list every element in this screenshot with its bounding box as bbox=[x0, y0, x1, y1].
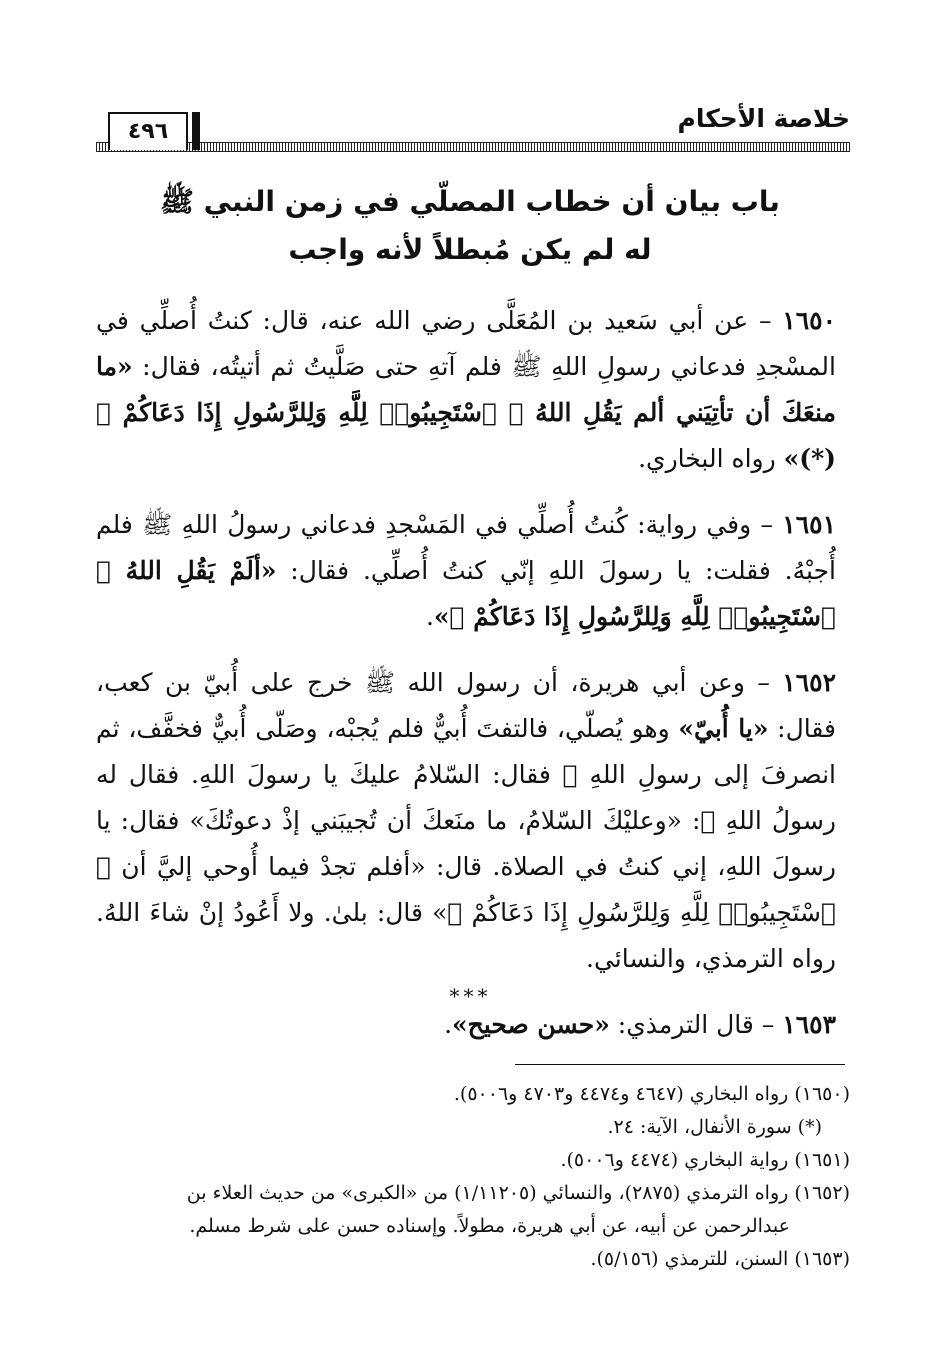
hadith-text: – عن أبي سَعيد بن المُعَلَّى رضي الله عنه، قال: كنتُ أُصلِّي في المسْجدِ فدعاني رسولِ اللهِ ﷺ فلم آتهِ حتى صَلَّيتُ ثم أتيتُه، فقال: bbox=[96, 306, 836, 381]
hadith-text: – وفي رواية: كُنتُ أُصلِّي في المَسْجدِ فدعاني رسولُ اللهِ ﷺ فلم أُجبْهُ. فقلت: يا رسولَ اللهِ إنّي كنتُ أُصلِّي. فقال: bbox=[96, 510, 836, 585]
hadith-speech: «ما منعَكَ أن تأتِيَني ألم يَقُلِ اللهُ ﴿ ٱسْتَجِيبُوا۟ لِلَّهِ وَلِلرَّسُولِ إِذَا دَعَاكُمْ ﴾(*)» bbox=[96, 352, 836, 473]
footnote-1651 bbox=[96, 1144, 850, 1177]
footnote-1652 bbox=[96, 1177, 850, 1210]
chapter-title-line-2: له لم يكن مُبطلاً لأنه واجب bbox=[288, 233, 652, 266]
hadith-text: – قال الترمذي: bbox=[609, 1010, 783, 1039]
hadith-1650 bbox=[96, 298, 836, 482]
hadith-number: ١٦٥٢ bbox=[782, 668, 836, 697]
chapter-heading bbox=[120, 178, 820, 274]
footnote-text: (١٦٥٢) رواه الترمذي (٢٨٧٥)، والنسائي (١/١١٢٠٥) من «الكبرى» من حديث العلاء بن bbox=[186, 1182, 850, 1204]
page-header bbox=[96, 98, 850, 154]
hadith-speech: «يا أُبيّ» bbox=[678, 714, 769, 743]
header-rule bbox=[96, 142, 850, 152]
hadith-text: . bbox=[444, 1010, 453, 1039]
hadith-number: ١٦٥١ bbox=[782, 510, 836, 539]
hadith-1652 bbox=[96, 660, 836, 982]
footnote-text: (*) سورة الأنفال، الآية: ٢٤. bbox=[607, 1116, 822, 1138]
running-title: خلاصة الأحكام bbox=[677, 104, 850, 133]
footnote-1652-continued bbox=[96, 1210, 850, 1243]
footnote-rule bbox=[515, 1064, 845, 1065]
page-number: ٤٩٦ bbox=[108, 112, 188, 150]
hadith-1651 bbox=[96, 502, 836, 640]
footnote-1653 bbox=[96, 1243, 850, 1276]
footnotes bbox=[96, 1078, 850, 1276]
hadith-speech: «ألَمْ يَقُلِ اللهُ ﴿ ٱسْتَجِيبُوا۟ لِلَّهِ وَلِلرَّسُولِ إِذَا دَعَاكُمْ ﴾» bbox=[96, 556, 836, 631]
hadith-1653 bbox=[96, 1002, 836, 1048]
footnote-text: عبدالرحمن عن أبيه، عن أبي هريرة، مطولاً. وإسناده حسن على شرط مسلم. bbox=[189, 1215, 790, 1237]
hadith-number: ١٦٥٣ bbox=[782, 1010, 836, 1039]
body-text bbox=[96, 298, 836, 1068]
hadith-text: . bbox=[425, 602, 434, 631]
page-number-marker bbox=[192, 112, 200, 150]
footnote-text: (١٦٥٣) السنن، للترمذي (٥/١٥٦). bbox=[590, 1248, 850, 1270]
chapter-title-line-1: باب بيان أن خطاب المصلّي في زمن النبي ﷺ bbox=[160, 185, 780, 218]
hadith-text: رواه البخاري. bbox=[638, 444, 784, 473]
hadith-text: وهو يُصلّي، فالتفتَ أُبيٌّ فلم يُجبْه، وصَلّى أُبيٌّ فخفَّف، ثم انصرفَ إلى رسولِ اللهِ ﷺ فقال: السّلامُ عليكَ يا رسولَ اللهِ. فقال له رسولُ اللهِ ﷺ: «وعليْكَ السّلامُ، ما منَعكَ أن تُجيبَني إذْ دعوتُكَ» فقال: يا رسولَ اللهِ، إني كنتُ في الصلاة. قال: «أفلم تجدْ فيما أُوحي إليَّ أن ﴿ ٱسْتَجِيبُوا۟ لِلَّهِ وَلِلرَّسُولِ إِذَا دَعَاكُمْ ﴾» قال: بلىٰ. ولا أَعُودُ إنْ شاءَ اللهُ. رواه الترمذي، والنسائي. bbox=[96, 714, 836, 973]
footnote-1650 bbox=[96, 1078, 850, 1111]
footnote-text: (١٦٥٠) رواه البخاري (٤٦٤٧ و٤٤٧٤ و٤٧٠٣ و٥٠٠٦). bbox=[453, 1083, 850, 1105]
hadith-number: ١٦٥٠ bbox=[782, 306, 836, 335]
section-separator: *** bbox=[449, 984, 492, 1008]
footnote-star bbox=[96, 1111, 850, 1144]
hadith-text: – وعن أبي هريرة، أن رسول الله ﷺ خرج على أُبيّ بن كعب، فقال: bbox=[96, 668, 836, 743]
hadith-speech: «حسن صحيح» bbox=[452, 1010, 610, 1039]
footnote-text: (١٦٥١) رواية البخاري (٤٤٧٤ و٥٠٠٦). bbox=[560, 1149, 850, 1171]
